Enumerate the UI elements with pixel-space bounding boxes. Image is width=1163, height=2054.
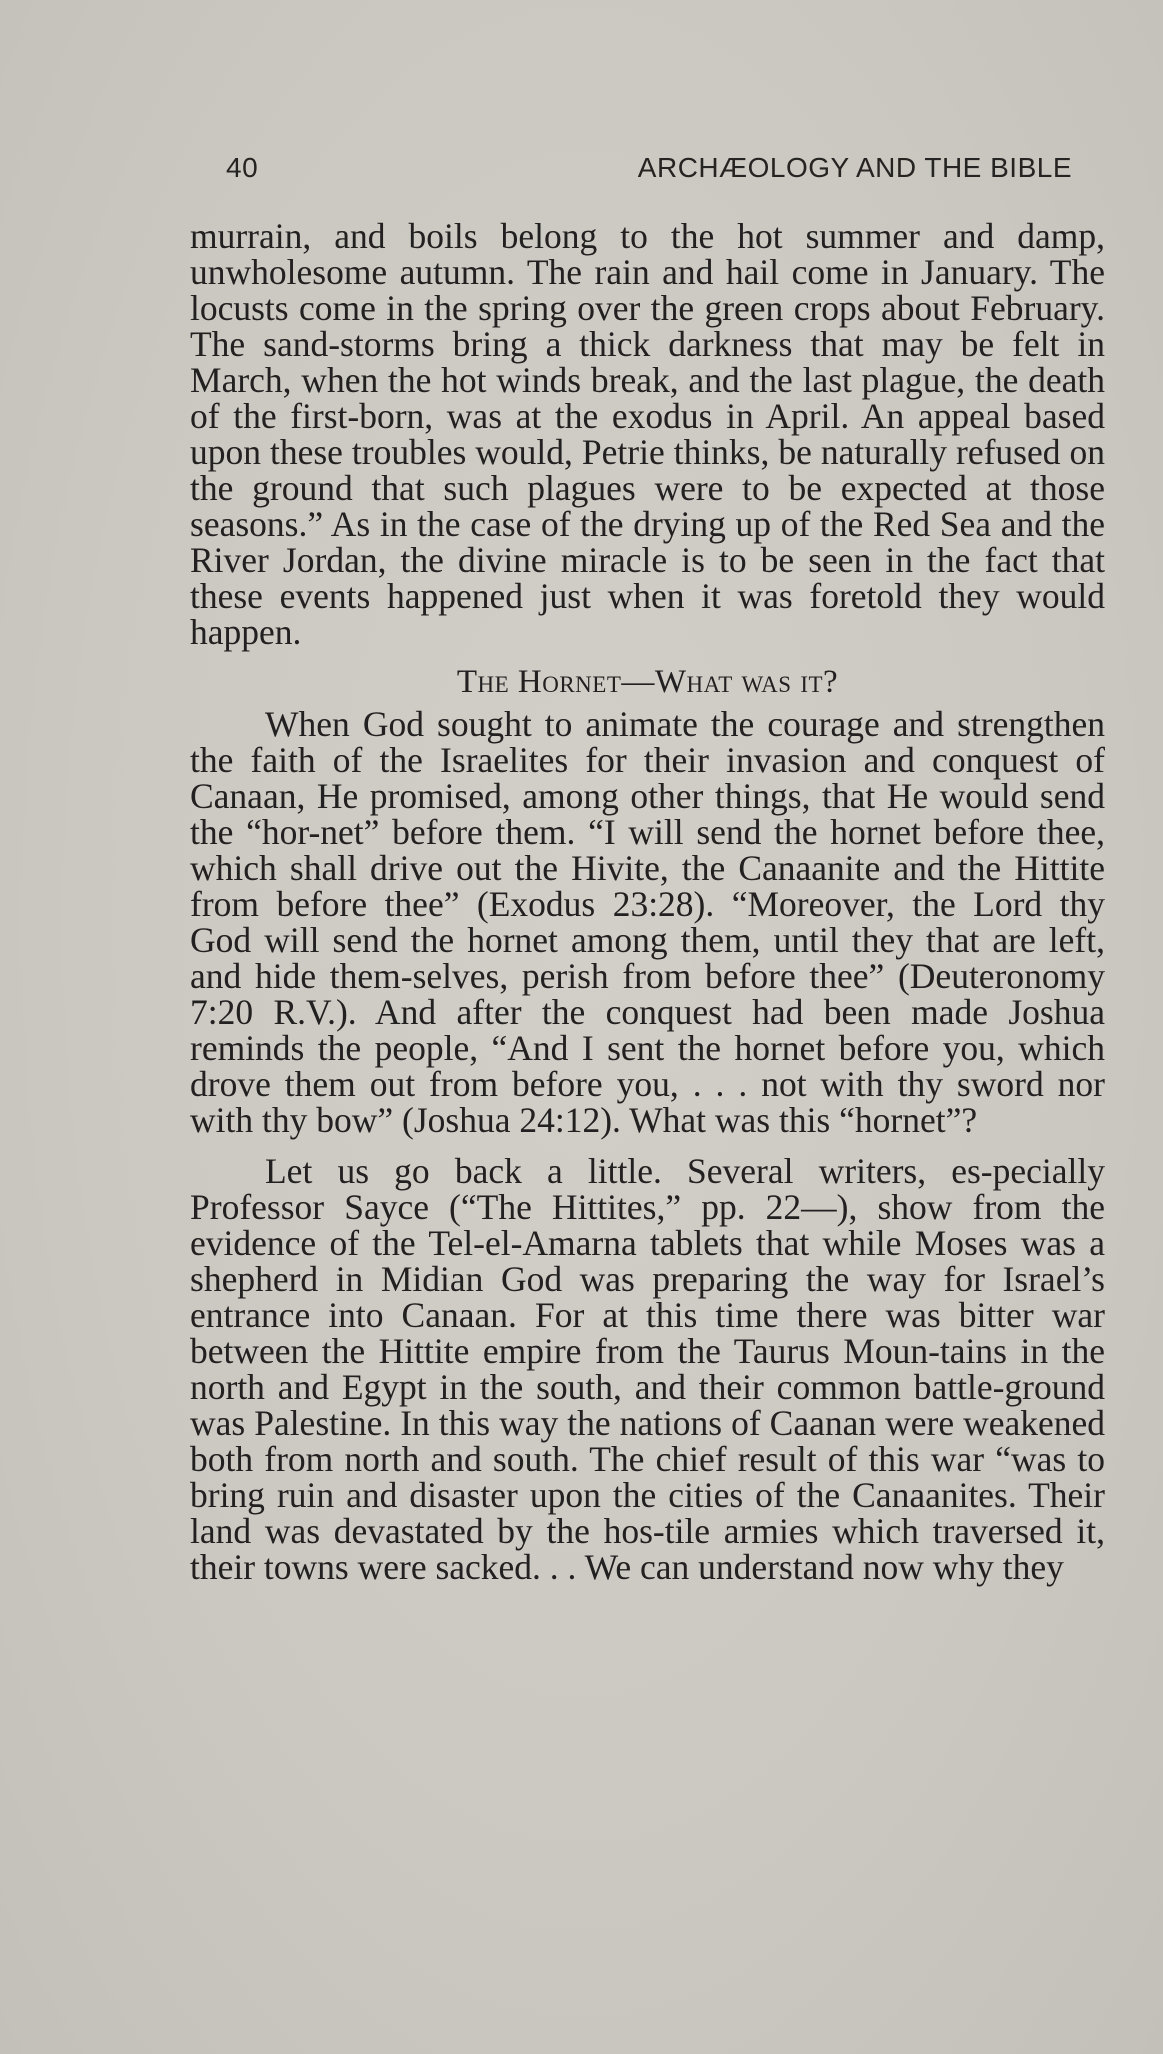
running-head: ARCHÆOLOGY AND THE BIBLE (637, 152, 1072, 183)
page-number: 40 (226, 152, 259, 183)
page-header (226, 152, 1072, 192)
paragraph: murrain, and boils belong to the hot summer and damp, unwholesome autumn. The rain and hail come in January. The locusts come in the spring over the green crops about February. The sand-storms bring a thick darkness that may be felt in March, when the hot winds break, and the last plague, the death of the first-born, was at the exodus in April. An appeal based upon these troubles would, Petrie thinks, be naturally refused on the ground that such plagues were to be expected at those seasons.” As in the case of the drying up of the Red Sea and the River Jordan, the divine miracle is to be seen in the fact that these events happened just when it was foretold they would happen. (190, 216, 1105, 652)
paragraph: Let us go back a little. Several writers, es-pecially Professor Sayce (“The Hittites,” pp. 22—), show from the evidence of the Tel-el-Amarna tablets that while Moses was a shepherd in Midian God was preparing the way for Israel’s entrance into Canaan. For at this time there was bitter war between the Hittite empire from the Taurus Moun-tains in the north and Egypt in the south, and their common battle-ground was Palestine. In this way the nations of Caanan were weakened both from north and south. The chief result of this war “was to bring ruin and disaster upon the cities of the Canaanites. Their land was devastated by the hos-tile armies which traversed it, their towns were sacked. . . We can understand now why they (190, 1151, 1105, 1587)
section-heading: The Hornet—What was it? (456, 664, 839, 700)
body-text (190, 218, 1105, 1585)
paragraph: When God sought to animate the courage and strengthen the faith of the Israelites for their invasion and conquest of Canaan, He promised, among other things, that He would send the “hor-net” before them. “I will send the hornet before thee, which shall drive out the Hivite, the Canaanite and the Hittite from before thee” (Exodus 23:28). “Moreover, the Lord thy God will send the hornet among them, until they that are left, and hide them-selves, perish from before thee” (Deuteronomy 7:20 R.V.). And after the conquest had been made Joshua reminds the people, “And I sent the hornet before you, which drove them out from before you, . . . not with thy sword nor with thy bow” (Joshua 24:12). What was this “hornet”? (190, 704, 1105, 1140)
